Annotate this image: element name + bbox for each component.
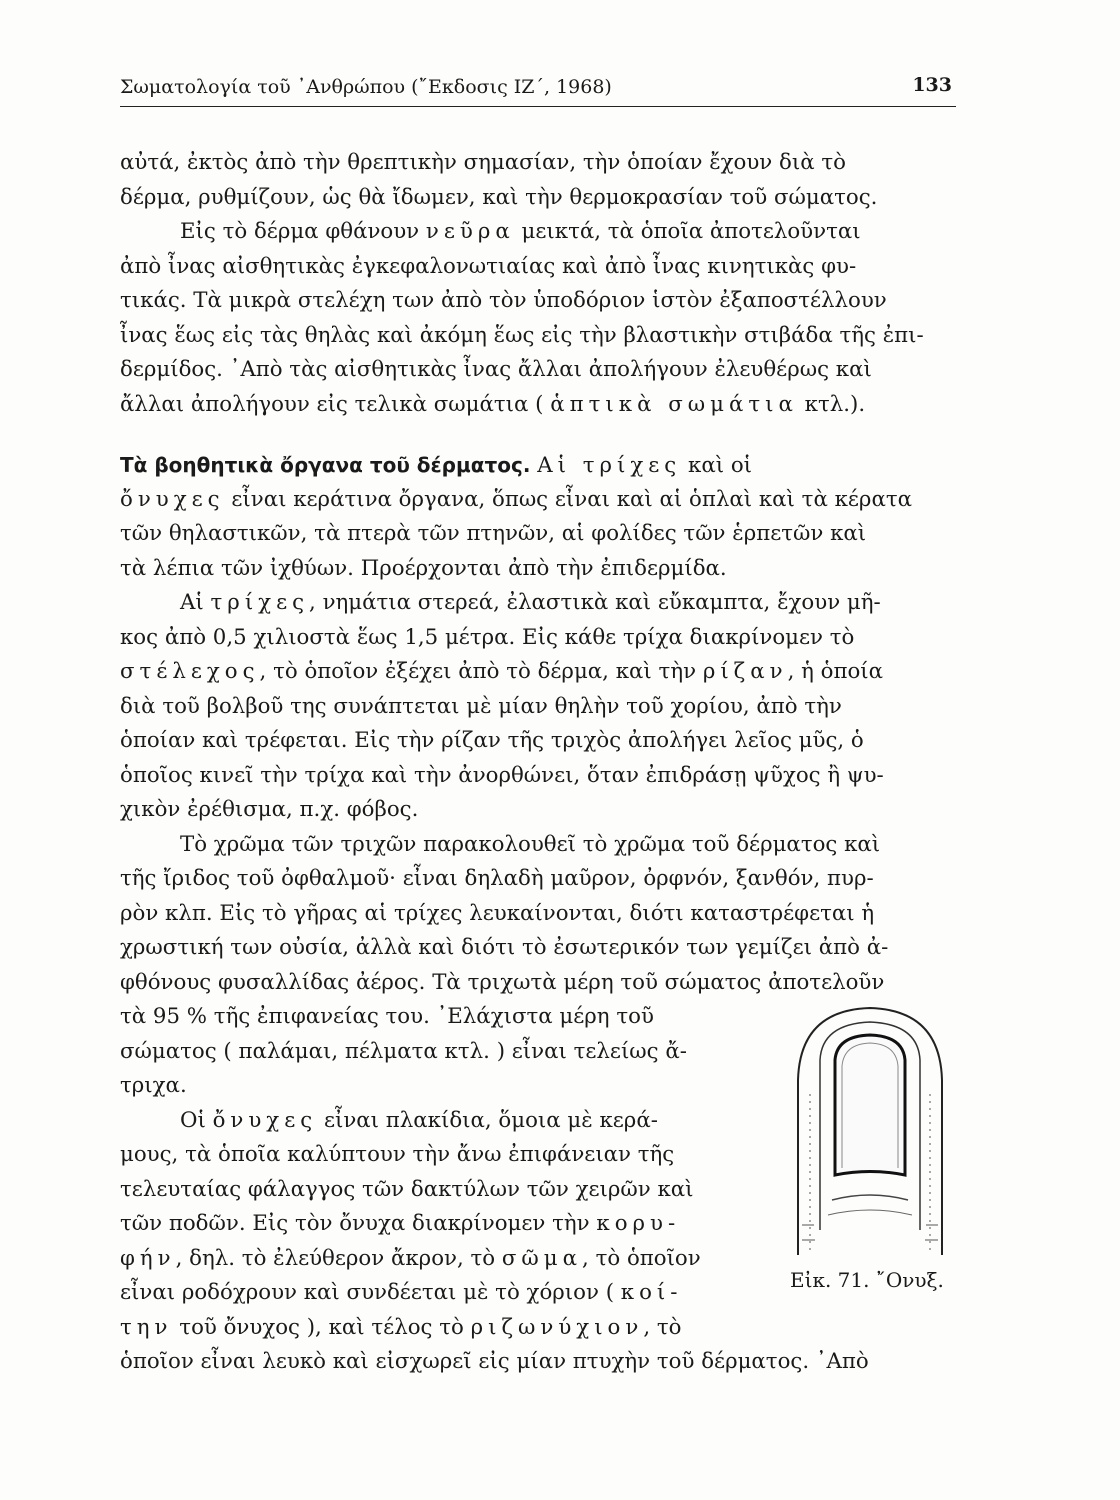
text-span: τοῦ ὄνυχος ), καὶ τέλος τὸ [179, 1314, 464, 1340]
text-line [120, 1242, 760, 1277]
text-span: εἶναι κεράτινα ὄργανα, ὅπως εἶναι καὶ αἱ ὁπλαὶ καὶ τὰ κέρατα [231, 486, 913, 512]
text-line [120, 1104, 820, 1139]
text-span: Οἱ [180, 1107, 206, 1133]
spaced-term: ριζωνύχιον [470, 1314, 644, 1340]
text-line: δέρμα, ρυθμίζουν, ὡς θὰ ἴδωμεν, καὶ τὴν θερμοκρασίαν τοῦ σώματος. [120, 184, 878, 210]
nail-figure [780, 1000, 960, 1295]
text-span: εἶναι πλακίδια, ὅμοια μὲ κερά- [323, 1107, 658, 1133]
text-span: εἶναι ροδόχρουν καὶ συνδέεται μὲ τὸ χόριον ( [120, 1280, 614, 1305]
text-line: τῶν θηλαστικῶν, τὰ πτερὰ τῶν πτηνῶν, αἱ φολίδες τῶν ἑρπετῶν καὶ [120, 521, 867, 546]
spaced-term: Αἱ τρίχες [537, 453, 682, 478]
text-span: , τὸ ὁποῖον ἐξέχει ἀπὸ τὸ δέρμα, καὶ τὴν [259, 659, 697, 684]
text-line: μους, τὰ ὁποῖα καλύπτουν τὴν ἄνω ἐπιφάνειαν τῆς [120, 1142, 675, 1167]
text-line [120, 215, 956, 250]
text-line [120, 448, 956, 483]
spaced-term: ἁπτικὰ σωμάτια [550, 391, 798, 417]
text-span: ἄλλαι ἀπολήγουν εἰς τελικὰ σωμάτια ( [120, 391, 544, 417]
text-span: , νημάτια στερεά, ἐλαστικὰ καὶ εὔκαμπτα, ἔχουν μῆ- [309, 590, 881, 615]
text-span: , δηλ. τὸ ἐλεύθερον ἄκρον, τὸ [175, 1245, 496, 1271]
text-line: αὐτά, ἐκτὸς ἀπὸ τὴν θρεπτικὴν σημασίαν, τὴν ὁποίαν ἔχουν διὰ τὸ [120, 150, 846, 175]
text-span: Εἰς τὸ δέρμα φθάνουν [180, 219, 420, 244]
text-line: κος ἀπὸ 0,5 χιλιοστὰ ἕως 1,5 μέτρα. Εἰς κάθε τρίχα διακρίνομεν τὸ [120, 624, 855, 650]
header-title: Σωματολογία τοῦ ᾿Ανθρώπου (῎Εκδοσις ΙΖ΄, 1968) [120, 76, 612, 98]
spaced-term: την [120, 1314, 173, 1340]
text-line: ὁποίαν καὶ τρέφεται. Εἰς τὴν ρίζαν τῆς τριχὸς ἀπολήγει λεῖος μῦς, ὁ [120, 728, 864, 753]
text-line [120, 655, 956, 690]
running-header [120, 72, 956, 107]
spaced-term: ρίζαν [702, 659, 788, 684]
text-span: μεικτά, τὰ ὁποῖα ἀποτελοῦνται [521, 219, 861, 244]
text-line: τριχα. [120, 1073, 187, 1098]
text-span: , τὸ ὁποῖον [582, 1245, 701, 1271]
text-line: Τὸ χρῶμα τῶν τριχῶν παρακολουθεῖ τὸ χρῶμα τοῦ δέρματος καὶ [180, 831, 881, 857]
text-span: , τὸ [643, 1314, 682, 1340]
spaced-term: κορυ- [596, 1211, 681, 1236]
text-line [120, 388, 956, 423]
section-heading: Τὰ βοηθητικὰ ὄργανα τοῦ δέρματος. [120, 453, 531, 477]
body-text-top [120, 146, 956, 422]
text-line: ὁποῖος κινεῖ τὴν τρίχα καὶ τὴν ἀνορθώνει, ὅταν ἐπιδράσῃ ψῦχος ἢ ψυ- [120, 762, 884, 788]
text-line: τὰ 95 % τῆς ἐπιφανείας του. ᾿Ελάχιστα μέρη τοῦ [120, 1004, 654, 1029]
spaced-term: στέλεχος [120, 659, 260, 684]
text-line: διὰ τοῦ βολβοῦ της συνάπτεται μὲ μίαν θηλὴν τοῦ χορίου, ἀπὸ τὴν [120, 693, 842, 719]
spaced-term: σῶμα [501, 1245, 583, 1271]
text-line: χρωστική των οὐσία, ἀλλὰ καὶ διότι τὸ ἐσωτερικόν των γεμίζει ἀπὸ ἀ- [120, 935, 889, 960]
spaced-term: ὄνυχες [212, 1107, 318, 1133]
spaced-term: νεῦρα [425, 219, 515, 244]
text-line [120, 586, 956, 621]
text-line [120, 483, 956, 518]
text-line: τῆς ἴριδος τοῦ ὀφθαλμοῦ· εἶναι δηλαδὴ μαῦρον, ὀρφνόν, ξανθόν, πυρ- [120, 866, 874, 891]
text-line [120, 1311, 760, 1346]
text-span: τῶν ποδῶν. Εἰς τὸν ὄνυχα διακρίνομεν τὴν [120, 1211, 590, 1236]
text-line: ὁποῖον εἶναι λευκὸ καὶ εἰσχωρεῖ εἰς μίαν πτυχὴν τοῦ δέρματος. ᾿Απὸ [120, 1349, 869, 1374]
text-span: κτλ.). [804, 391, 866, 417]
text-line: τελευταίας φάλαγγος τῶν δακτύλων τῶν χειρῶν καὶ [120, 1176, 694, 1202]
text-line [120, 1207, 760, 1242]
text-span: καὶ οἱ [688, 453, 752, 478]
text-span: Αἱ [180, 590, 204, 615]
text-line: ἀπὸ ἶνας αἰσθητικὰς ἐγκεφαλονωτιαίας καὶ ἀπὸ ἶνας κινητικὰς φυ- [120, 253, 857, 279]
spaced-term: ὄνυχες [120, 486, 225, 512]
figure-caption: Εἰκ. 71. ῎Ονυξ. [790, 1268, 944, 1292]
text-line: σώματος ( παλάμαι, πέλματα κτλ. ) εἶναι τελείως ἄ- [120, 1038, 687, 1064]
text-span: , ἡ ὁποία [787, 659, 884, 684]
page-number: 133 [912, 74, 952, 96]
text-line [120, 1276, 760, 1311]
spaced-term: φήν [120, 1245, 176, 1271]
text-line: χικὸν ἐρέθισμα, π.χ. φόβος. [120, 797, 419, 822]
text-line: δερμίδος. ᾿Απὸ τὰς αἰσθητικὰς ἶνας ἄλλαι ἀπολήγουν ἐλευθέρως καὶ [120, 357, 872, 382]
fingertip-illustration [780, 1000, 960, 1260]
text-line: τικάς. Τὰ μικρὰ στελέχη των ἀπὸ τὸν ὑποδόριον ἱστὸν ἐξαποστέλλουν [120, 288, 887, 313]
spaced-term: κοί- [620, 1280, 683, 1305]
text-line: ἶνας ἕως εἰς τὰς θηλὰς καὶ ἀκόμη ἕως εἰς τὴν βλαστικὴν στιβάδα τῆς ἐπι- [120, 322, 924, 348]
text-line: φθόνους φυσαλλίδας ἀέρος. Τὰ τριχωτὰ μέρη τοῦ σώματος ἀποτελοῦν [120, 969, 885, 995]
spaced-term: τρίχες [210, 590, 310, 615]
text-line: ρὸν κλπ. Εἰς τὸ γῆρας αἱ τρίχες λευκαίνονται, διότι καταστρέφεται ἡ [120, 900, 875, 926]
text-line: τὰ λέπια τῶν ἰχθύων. Προέρχονται ἀπὸ τὴν ἐπιδερμίδα. [120, 555, 727, 581]
